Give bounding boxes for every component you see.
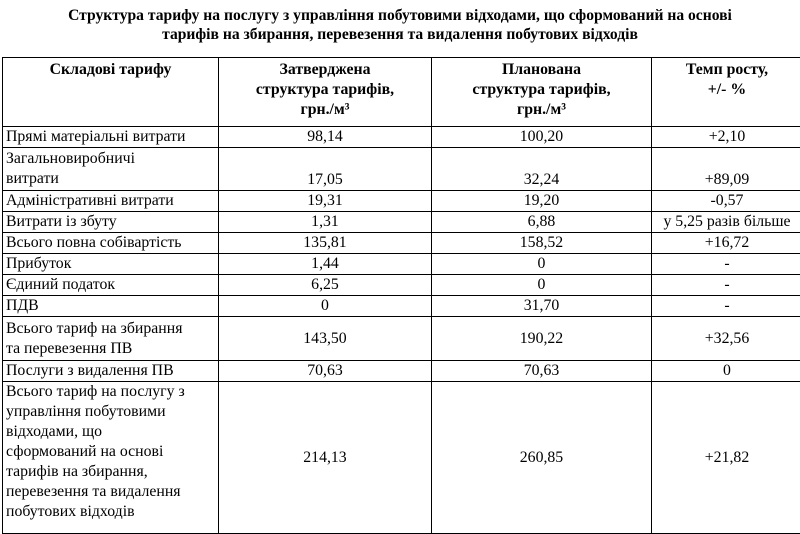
approved-value: 70,63 [219, 361, 432, 382]
growth-value: +89,09 [652, 148, 800, 191]
title-line-1: Структура тарифу на послугу з управління побутовими відходами, що сформований на основі [0, 6, 800, 25]
row-label: Всього повна собівартість [3, 233, 219, 254]
growth-value: +2,10 [652, 127, 800, 148]
header-components: Складові тарифу [3, 58, 219, 127]
approved-value: 1,31 [219, 212, 432, 233]
growth-value: +21,82 [652, 382, 800, 534]
approved-value: 0 [219, 296, 432, 317]
growth-value: - [652, 296, 800, 317]
approved-value: 1,44 [219, 254, 432, 275]
table-row [3, 361, 800, 382]
approved-value: 17,05 [219, 148, 432, 191]
growth-value: 0 [652, 361, 800, 382]
title-line-2: тарифів на збирання, перевезення та видалення побутових відходів [0, 25, 800, 44]
approved-value: 135,81 [219, 233, 432, 254]
growth-value: - [652, 275, 800, 296]
table-header-row [3, 58, 800, 127]
planned-value: 6,88 [432, 212, 652, 233]
planned-value: 19,20 [432, 191, 652, 212]
table-row [3, 317, 800, 361]
planned-value: 158,52 [432, 233, 652, 254]
planned-value: 190,22 [432, 317, 652, 361]
table-row [3, 296, 800, 317]
row-label: Загальновиробничі витрати [3, 148, 219, 191]
table-title [0, 6, 800, 44]
approved-value: 19,31 [219, 191, 432, 212]
approved-value: 214,13 [219, 382, 432, 534]
row-label: Послуги з видалення ПВ [3, 361, 219, 382]
growth-value: +16,72 [652, 233, 800, 254]
tariff-structure-table [2, 57, 800, 534]
planned-value: 100,20 [432, 127, 652, 148]
header-approved: Затверджена структура тарифів, грн./м³ [219, 58, 432, 127]
planned-value: 31,70 [432, 296, 652, 317]
table-row [3, 382, 800, 534]
table-row [3, 148, 800, 191]
table-row [3, 212, 800, 233]
approved-value: 98,14 [219, 127, 432, 148]
planned-value: 260,85 [432, 382, 652, 534]
row-label: Прямі матеріальні витрати [3, 127, 219, 148]
table-row [3, 275, 800, 296]
row-label: ПДВ [3, 296, 219, 317]
planned-value: 70,63 [432, 361, 652, 382]
planned-value: 0 [432, 275, 652, 296]
growth-value: - [652, 254, 800, 275]
table-row [3, 233, 800, 254]
approved-value: 6,25 [219, 275, 432, 296]
header-growth: Темп росту, +/- % [652, 58, 800, 127]
row-label: Витрати із збуту [3, 212, 219, 233]
row-label: Прибуток [3, 254, 219, 275]
growth-value: +32,56 [652, 317, 800, 361]
row-label: Єдиний податок [3, 275, 219, 296]
row-label: Всього тариф на збирання та перевезення ПВ [3, 317, 219, 361]
growth-value: -0,57 [652, 191, 800, 212]
table-row [3, 254, 800, 275]
table-row [3, 191, 800, 212]
planned-value: 32,24 [432, 148, 652, 191]
planned-value: 0 [432, 254, 652, 275]
growth-value: у 5,25 разів більше [652, 212, 800, 233]
row-label: Всього тариф на послугу з управління побутовими відходами, що сформований на основі тарифів на збирання, перевезення та видалення побутових відходів [3, 382, 219, 534]
table-row [3, 127, 800, 148]
approved-value: 143,50 [219, 317, 432, 361]
header-planned: Планована структура тарифів, грн./м³ [432, 58, 652, 127]
row-label: Адміністративні витрати [3, 191, 219, 212]
